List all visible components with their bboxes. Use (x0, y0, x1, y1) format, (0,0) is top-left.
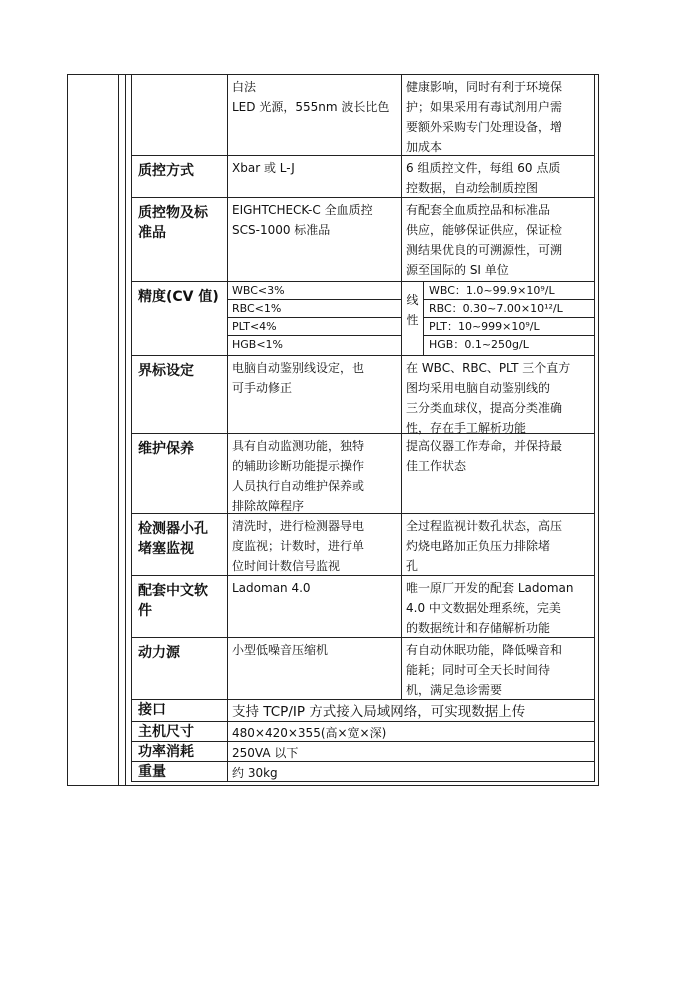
cv-rbc: RBC<1% (228, 300, 402, 318)
cv-hgb: HGB<1% (228, 336, 402, 355)
value-cell: 250VA 以下 (228, 742, 595, 761)
value-cell: 480×420×355(高×宽×深) (228, 722, 595, 741)
spec-cell: EIGHTCHECK-C 全血质控 SCS-1000 标准品 (228, 198, 402, 281)
table-row (131, 434, 595, 514)
advantage-cell: 健康影响，同时有利于环境保 护；如果采用有毒试剂用户需 要额外采购专门处理设备，增 加成本 (402, 75, 595, 155)
spec-table (131, 74, 595, 782)
advantage-cell: 有自动休眠功能，降低噪音和 能耗；同时可全天长时间待 机，满足急诊需要 (402, 638, 595, 699)
cv-wbc: WBC<3% (228, 282, 402, 300)
linear-label: 线 性 (402, 282, 424, 355)
cv-grid (228, 282, 402, 355)
advantage-cell: 在 WBC、RBC、PLT 三个直方 图均采用电脑自动鉴别线的 三分类血球仪，提高分类准确 性，存在手工解析功能 (402, 356, 595, 433)
item-cell: 质控物及标 准品 (131, 198, 228, 281)
item-cell: 精度(CV 值) (131, 282, 228, 355)
table-row (131, 700, 595, 722)
item-cell: 重量 (131, 762, 228, 781)
spec-cell: Ladoman 4.0 (228, 576, 402, 637)
table-row (131, 762, 595, 782)
linear-wbc: WBC：1.0~99.9×10⁹/L (424, 282, 595, 300)
item-cell: 界标设定 (131, 356, 228, 433)
value-cell: 约 30kg (228, 762, 595, 781)
item-cell: 维护保养 (131, 434, 228, 513)
table-row (131, 198, 595, 282)
value-cell: 支持 TCP/IP 方式接入局域网络，可实现数据上传 (228, 700, 595, 721)
spec-cell: 清洗时，进行检测器导电 度监视；计数时，进行单 位时间计数信号监视 (228, 514, 402, 575)
table-row (131, 514, 595, 576)
spec-cell: Xbar 或 L-J (228, 156, 402, 197)
page-border-inner (118, 74, 126, 786)
table-row (131, 74, 595, 156)
item-cell (131, 75, 228, 155)
spec-cell: 电脑自动鉴别线设定，也 可手动修正 (228, 356, 402, 433)
item-cell: 功率消耗 (131, 742, 228, 761)
advantage-cell: 提高仪器工作寿命，并保持最 佳工作状态 (402, 434, 595, 513)
table-row (131, 576, 595, 638)
advantage-cell: 有配套全血质控品和标准品 供应，能够保证供应，保证检 测结果优良的可溯源性，可溯 源至国际的 SI 单位 (402, 198, 595, 281)
table-row (131, 742, 595, 762)
table-row (131, 356, 595, 434)
item-cell: 质控方式 (131, 156, 228, 197)
linear-plt: PLT：10~999×10⁹/L (424, 318, 595, 336)
table-row (131, 722, 595, 742)
cv-plt: PLT<4% (228, 318, 402, 336)
linear-rbc: RBC：0.30~7.00×10¹²/L (424, 300, 595, 318)
item-cell: 接口 (131, 700, 228, 721)
spec-cell: 白法 LED 光源，555nm 波长比色 (228, 75, 402, 155)
table-row (131, 638, 595, 700)
advantage-cell: 6 组质控文件，每组 60 点质 控数据，自动绘制质控图 (402, 156, 595, 197)
item-cell: 检测器小孔 堵塞监视 (131, 514, 228, 575)
item-cell: 配套中文软 件 (131, 576, 228, 637)
spec-cell: 小型低噪音压缩机 (228, 638, 402, 699)
table-row (131, 156, 595, 198)
item-cell: 动力源 (131, 638, 228, 699)
table-row (131, 282, 595, 356)
advantage-cell: 全过程监视计数孔状态，高压 灼烧电路加正负压力排除堵 孔 (402, 514, 595, 575)
item-cell: 主机尺寸 (131, 722, 228, 741)
spec-cell: 具有自动监测功能，独特 的辅助诊断功能提示操作 人员执行自动维护保养或 排除故障程序 (228, 434, 402, 513)
linear-hgb: HGB：0.1~250g/L (424, 336, 595, 355)
advantage-cell: 唯一原厂开发的配套 Ladoman 4.0 中文数据处理系统，完美 的数据统计和存储解析功能 (402, 576, 595, 637)
